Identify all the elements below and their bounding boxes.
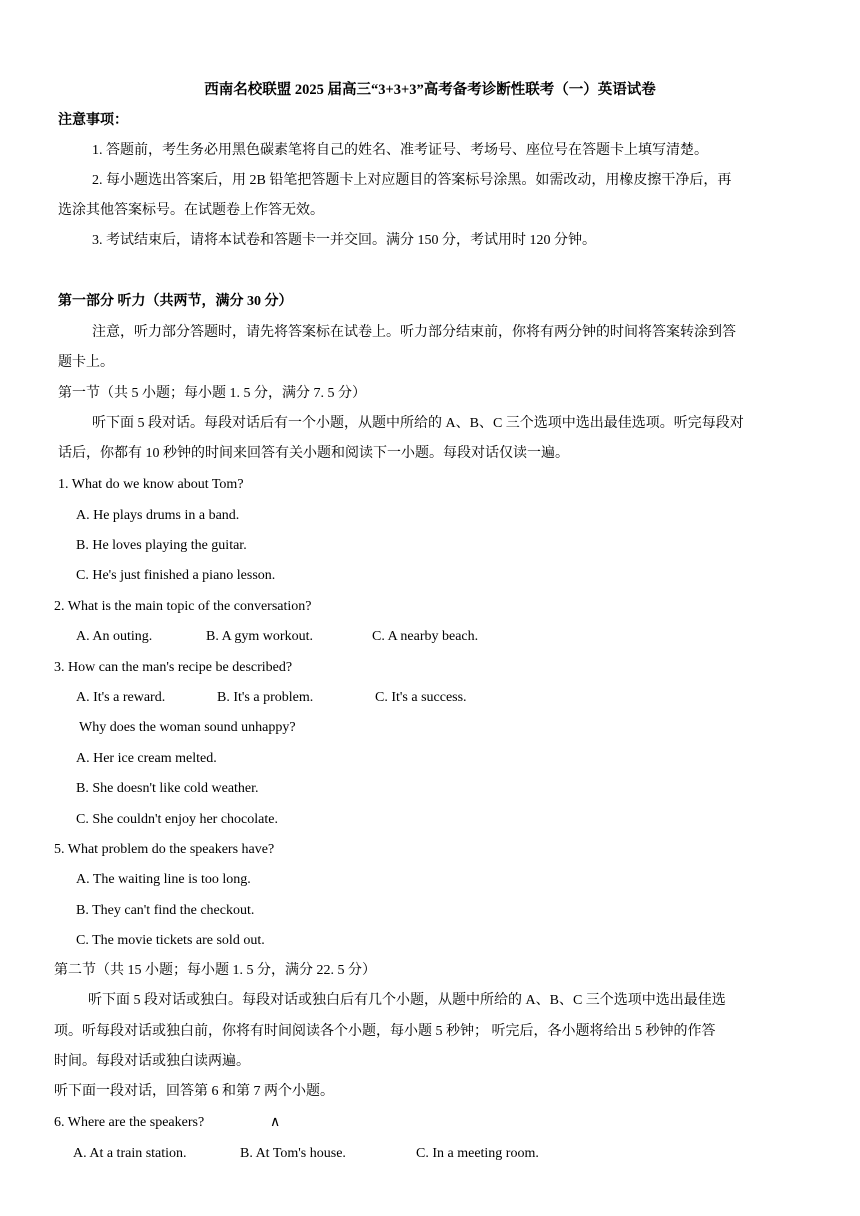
question-5-stem: 5. What problem do the speakers have? [54,842,275,857]
caret-mark: ∧ [270,1115,281,1130]
part1-note-line-2: 题卡上。 [58,355,114,370]
question-6-option-c: C. In a meeting room. [416,1146,539,1161]
notice-item-2-line-2: 选涂其他答案标号。在试题卷上作答无效。 [58,203,324,218]
question-2-stem: 2. What is the main topic of the conversation? [54,599,312,614]
notice-item-1: 1. 答题前，考生务必用黑色碳素笔将自己的姓名、准考证号、考场号、座位号在答题卡上填写清楚。 [92,143,708,158]
question-4-option-a: A. Her ice cream melted. [76,751,217,766]
question-2-option-a: A. An outing. [76,629,153,644]
notice-item-2-line-1: 2. 每小题选出答案后，用 2B 铅笔把答题卡上对应题目的答案标号涂黑。如需改动，用橡皮擦干净后，再 [92,173,732,188]
question-1-option-b: B. He loves playing the guitar. [76,538,247,553]
section1-heading: 第一节（共 5 小题；每小题 1. 5 分，满分 7. 5 分） [58,386,366,401]
section2-intro-line-1: 听下面 5 段对话或独白。每段对话或独白后有几个小题，从题中所给的 A、B、C 三个选项中选出最佳选 [88,993,726,1008]
question-5-option-a: A. The waiting line is too long. [76,872,251,887]
notice-heading: 注意事项： [58,113,128,128]
question-1-stem: 1. What do we know about Tom? [58,477,244,492]
question-3-option-b: B. It's a problem. [217,690,314,705]
question-6-option-a: A. At a train station. [73,1146,187,1161]
question-2-option-c: C. A nearby beach. [372,629,479,644]
section2-intro-line-3: 时间。每段对话或独白读两遍。 [54,1054,250,1069]
question-3-stem: 3. How can the man's recipe be described? [54,660,293,675]
notice-item-3: 3. 考试结束后，请将本试卷和答题卡一并交回。满分 150 分，考试用时 120 分钟。 [92,233,596,248]
question-2-options [0,627,860,647]
part1-note-line-1: 注意，听力部分答题时，请先将答案标在试卷上。听力部分结束前，你将有两分钟的时间将答案转涂到答 [92,325,736,340]
question-1-option-c: C. He's just finished a piano lesson. [76,568,276,583]
question-6-stem: 6. Where are the speakers? [54,1115,205,1130]
exam-title: 西南名校联盟 2025 届高三“3+3+3”高考备考诊断性联考（一）英语试卷 [204,82,656,98]
question-2-option-b: B. A gym workout. [206,629,313,644]
section2-intro-line-2: 项。听每段对话或独白前，你将有时间阅读各个小题，每小题 5 秒钟； 听完后，各小题将给出 5 秒钟的作答 [54,1024,716,1039]
part1-heading: 第一部分 听力（共两节，满分 30 分） [58,294,293,309]
question-4-stem: Why does the woman sound unhappy? [79,720,296,735]
dialogue-note: 听下面一段对话，回答第 6 和第 7 两个小题。 [54,1084,334,1099]
question-1-option-a: A. He plays drums in a band. [76,508,240,523]
question-3-option-a: A. It's a reward. [76,690,166,705]
question-4-option-b: B. She doesn't like cold weather. [76,781,259,796]
question-6-options [0,1144,860,1164]
question-3-options [0,688,860,708]
question-5-option-b: B. They can't find the checkout. [76,903,255,918]
section2-heading: 第二节（共 15 小题；每小题 1. 5 分，满分 22. 5 分） [54,963,376,978]
question-5-option-c: C. The movie tickets are sold out. [76,933,265,948]
section1-intro-line-1: 听下面 5 段对话。每段对话后有一个小题，从题中所给的 A、B、C 三个选项中选出最佳选项。听完每段对 [92,416,744,431]
question-4-option-c: C. She couldn't enjoy her chocolate. [76,812,278,827]
question-3-option-c: C. It's a success. [375,690,467,705]
question-6-option-b: B. At Tom's house. [240,1146,346,1161]
section1-intro-line-2: 话后，你都有 10 秒钟的时间来回答有关小题和阅读下一小题。每段对话仅读一遍。 [58,446,569,461]
